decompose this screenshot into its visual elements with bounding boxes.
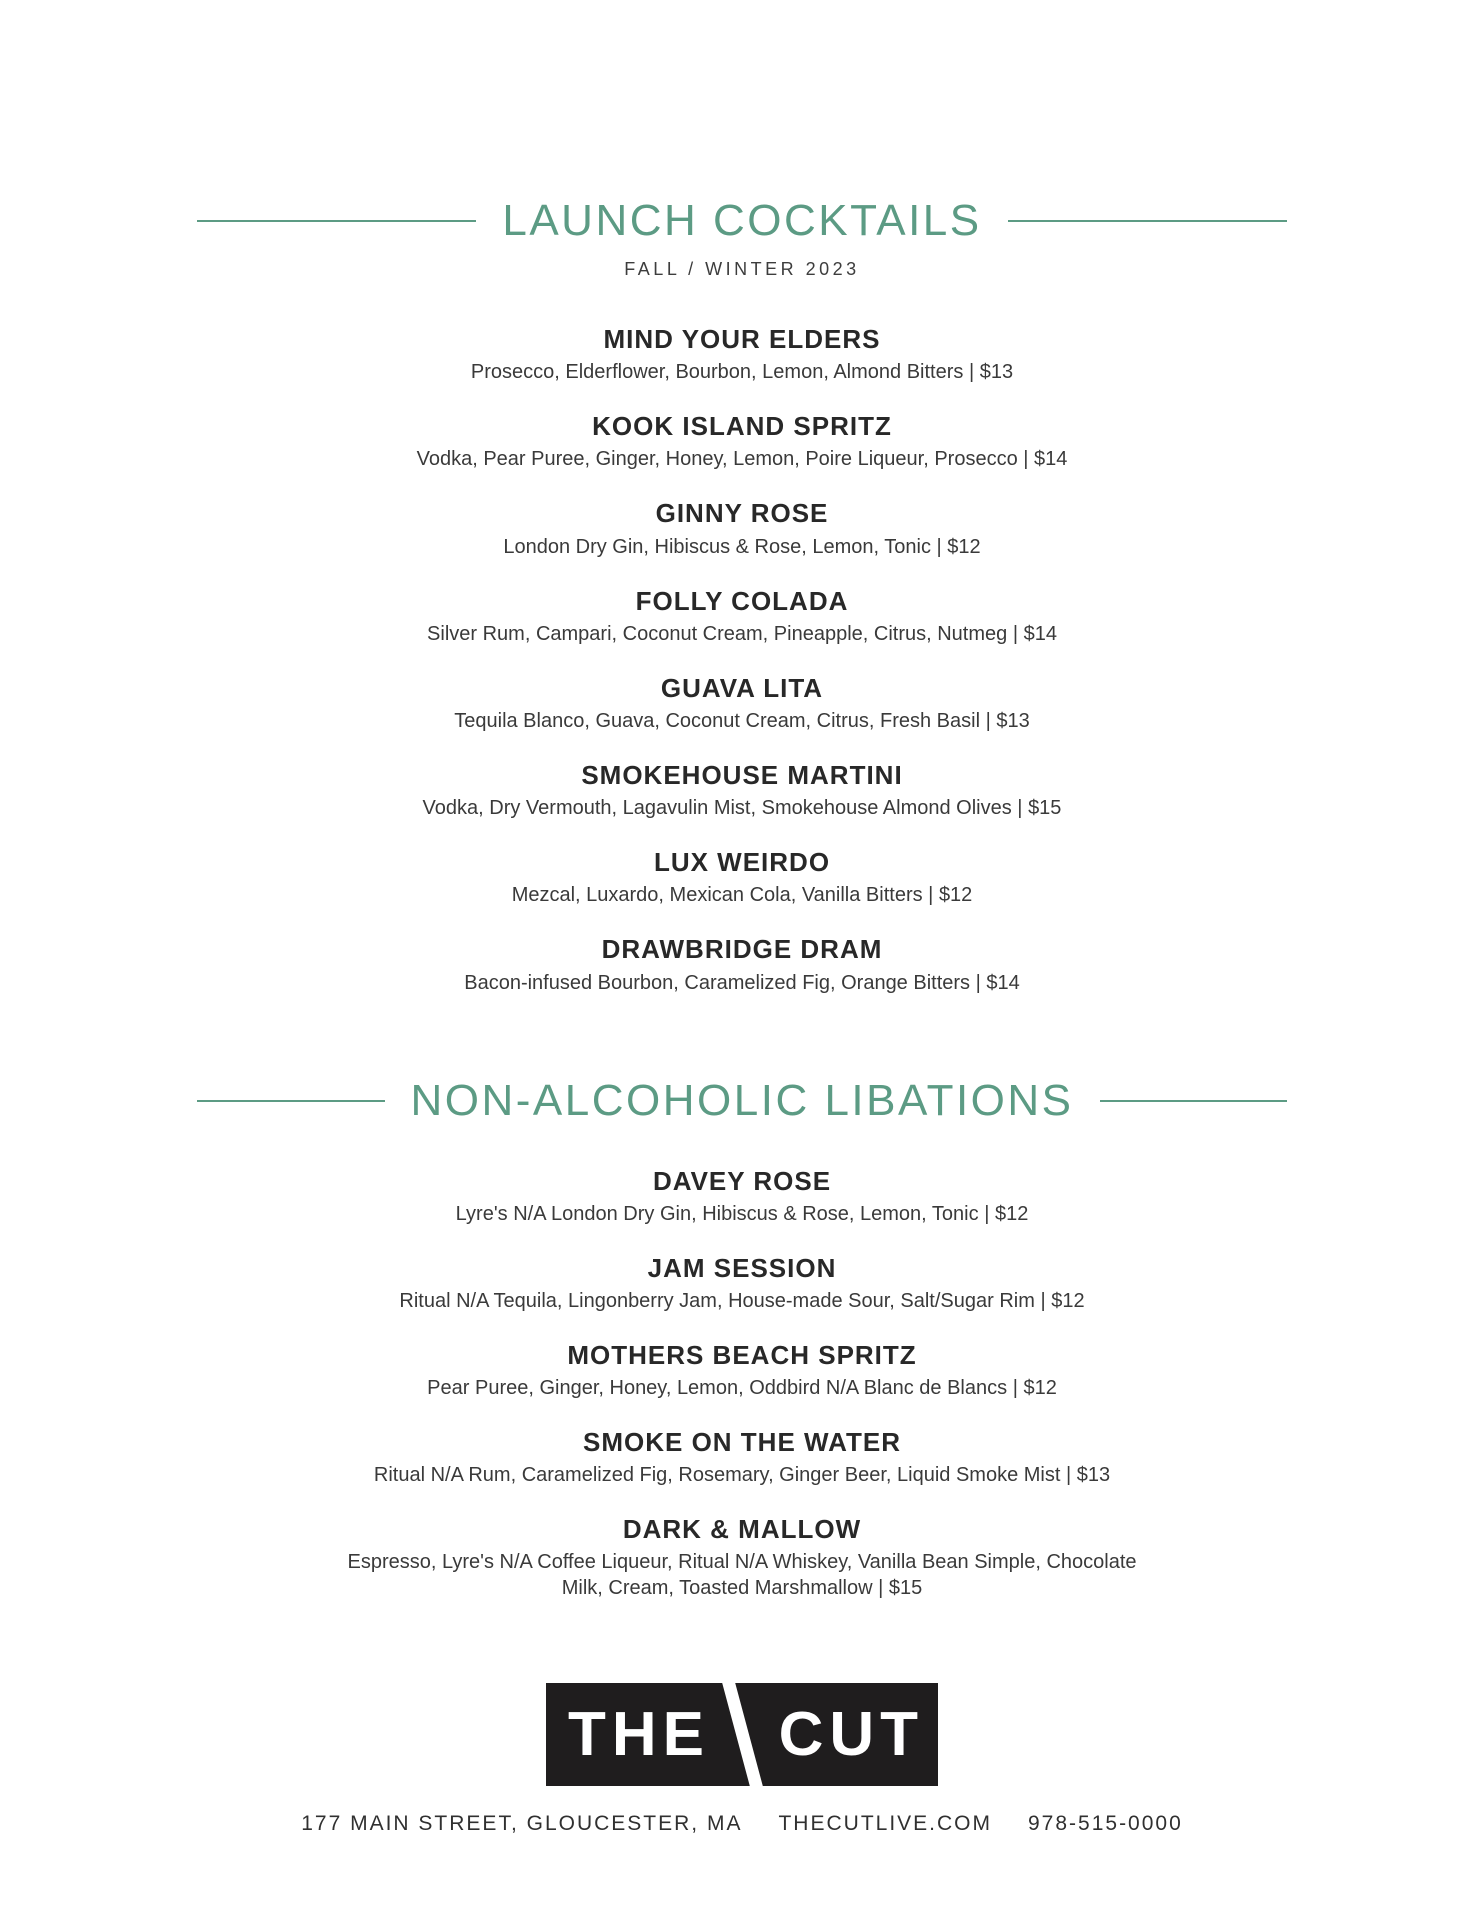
item-ingredients: Silver Rum, Campari, Coconut Cream, Pineapple, Citrus, Nutmeg <box>427 622 1008 645</box>
item-name: KOOK ISLAND SPRITZ <box>592 411 892 442</box>
item-price: $14 <box>1023 622 1057 645</box>
menu-item <box>197 934 1287 995</box>
item-name: MOTHERS BEACH SPRITZ <box>567 1339 917 1370</box>
item-name: FOLLY COLADA <box>635 585 849 616</box>
section-subtitle: FALL / WINTER 2023 <box>624 259 860 279</box>
item-description <box>292 708 1192 734</box>
item-ingredients: Tequila Blanco, Guava, Coconut Cream, Citrus, Fresh Basil <box>454 709 981 732</box>
header-rule-right <box>1100 1100 1288 1102</box>
menu-item <box>197 1253 1287 1314</box>
menu-item <box>197 1514 1287 1601</box>
price-separator: | <box>968 361 975 384</box>
item-price: $15 <box>888 1577 923 1600</box>
item-ingredients: London Dry Gin, Hibiscus & Rose, Lemon, Tonic <box>503 535 931 558</box>
item-name: SMOKEHOUSE MARTINI <box>581 759 903 790</box>
item-price: $12 <box>994 1202 1029 1225</box>
item-ingredients: Vodka, Pear Puree, Ginger, Honey, Lemon, Poire Liqueur, Prosecco <box>416 448 1018 471</box>
price-separator: | <box>1040 1289 1046 1312</box>
section-non-alcoholic <box>197 1076 1287 1602</box>
item-name: LUX WEIRDO <box>653 847 831 878</box>
item-name: DAVEY ROSE <box>652 1165 832 1196</box>
item-ingredients: Vodka, Dry Vermouth, Lagavulin Mist, Smokehouse Almond Olives <box>422 797 1012 820</box>
item-description <box>292 970 1192 996</box>
item-description <box>292 795 1192 821</box>
logo-slash-divider <box>722 1683 763 1786</box>
menu-item <box>197 1427 1287 1488</box>
footer-website: THECUTLIVE.COM <box>778 1812 992 1836</box>
price-separator: | <box>975 971 981 994</box>
item-ingredients: Pear Puree, Ginger, Honey, Lemon, Oddbird N/A Blanc de Blancs <box>427 1377 1008 1400</box>
item-ingredients: Bacon-infused Bourbon, Caramelized Fig, Orange Bitters <box>464 971 971 994</box>
item-name: JAM SESSION <box>647 1252 837 1283</box>
menu-item <box>197 498 1287 559</box>
item-price: $12 <box>947 535 981 558</box>
item-name: DRAWBRIDGE DRAM <box>601 934 883 965</box>
price-separator: | <box>936 535 942 558</box>
item-name: GINNY ROSE <box>655 498 829 529</box>
menu-document <box>197 0 1287 1836</box>
item-name: DARK & MALLOW <box>622 1514 862 1545</box>
menu-item <box>197 411 1287 472</box>
logo-text-the: THE <box>568 1700 710 1770</box>
item-price: $12 <box>1051 1289 1085 1312</box>
section-header <box>197 1076 1287 1126</box>
item-description <box>337 1549 1147 1601</box>
menu-item <box>197 760 1287 821</box>
item-price: $15 <box>1028 797 1062 820</box>
price-separator: | <box>984 1202 990 1225</box>
price-separator: | <box>1017 797 1023 820</box>
section-title: LAUNCH COCKTAILS <box>502 196 982 245</box>
price-separator: | <box>985 709 991 732</box>
item-ingredients: Espresso, Lyre's N/A Coffee Liqueur, Ritual N/A Whiskey, Vanilla Bean Simple, Chocolate Milk, Cream, Toasted Marshmallow <box>347 1551 1137 1600</box>
item-description <box>292 621 1192 647</box>
item-name: GUAVA LITA <box>660 672 824 703</box>
the-cut-logo <box>546 1683 938 1786</box>
item-list <box>197 1166 1287 1602</box>
item-description <box>292 1462 1192 1488</box>
item-price: $12 <box>1023 1377 1057 1400</box>
item-description <box>292 446 1192 472</box>
footer-address: 177 MAIN STREET, GLOUCESTER, MA <box>301 1812 743 1836</box>
item-ingredients: Lyre's N/A London Dry Gin, Hibiscus & Rose, Lemon, Tonic <box>455 1202 979 1225</box>
price-separator: | <box>1012 622 1019 645</box>
menu-item <box>197 1340 1287 1401</box>
menu-item <box>197 586 1287 647</box>
item-price: $14 <box>986 971 1020 994</box>
item-description <box>292 1288 1192 1314</box>
menu-item <box>197 324 1287 385</box>
price-separator: | <box>1023 448 1029 471</box>
section-title: NON-ALCOHOLIC LIBATIONS <box>410 1075 1074 1125</box>
item-ingredients: Ritual N/A Tequila, Lingonberry Jam, House-made Sour, Salt/Sugar Rim <box>399 1289 1035 1312</box>
item-price: $12 <box>938 884 973 907</box>
item-description <box>292 1375 1192 1401</box>
item-name: SMOKE ON THE WATER <box>583 1427 901 1458</box>
footer-contact-line <box>197 1812 1287 1836</box>
item-description <box>292 359 1192 385</box>
menu-item <box>197 847 1287 908</box>
item-price: $13 <box>979 361 1014 384</box>
header-rule-left <box>197 1100 385 1102</box>
price-separator: | <box>1012 1377 1018 1400</box>
section-launch-cocktails <box>197 196 1287 996</box>
item-ingredients: Ritual N/A Rum, Caramelized Fig, Rosemary, Ginger Beer, Liquid Smoke Mist <box>373 1464 1061 1487</box>
item-ingredients: Mezcal, Luxardo, Mexican Cola, Vanilla Bitters <box>511 884 923 907</box>
price-separator: | <box>878 1577 884 1600</box>
item-description <box>292 1201 1192 1227</box>
item-price: $13 <box>996 709 1030 732</box>
item-price: $13 <box>1076 1464 1111 1487</box>
item-name: MIND YOUR ELDERS <box>603 324 881 354</box>
menu-item <box>197 673 1287 734</box>
menu-item <box>197 1166 1287 1227</box>
item-ingredients: Prosecco, Elderflower, Bourbon, Lemon, Almond Bitters <box>470 361 964 384</box>
section-header <box>197 196 1287 246</box>
item-description <box>292 534 1192 560</box>
item-price: $14 <box>1034 448 1068 471</box>
logo-text-cut: CUT <box>778 1700 924 1770</box>
header-rule-right <box>1008 220 1287 222</box>
footer-phone: 978-515-0000 <box>1028 1812 1183 1836</box>
item-description <box>292 882 1192 908</box>
price-separator: | <box>1065 1464 1072 1487</box>
item-list <box>197 324 1287 996</box>
header-rule-left <box>197 220 476 222</box>
price-separator: | <box>928 884 934 907</box>
